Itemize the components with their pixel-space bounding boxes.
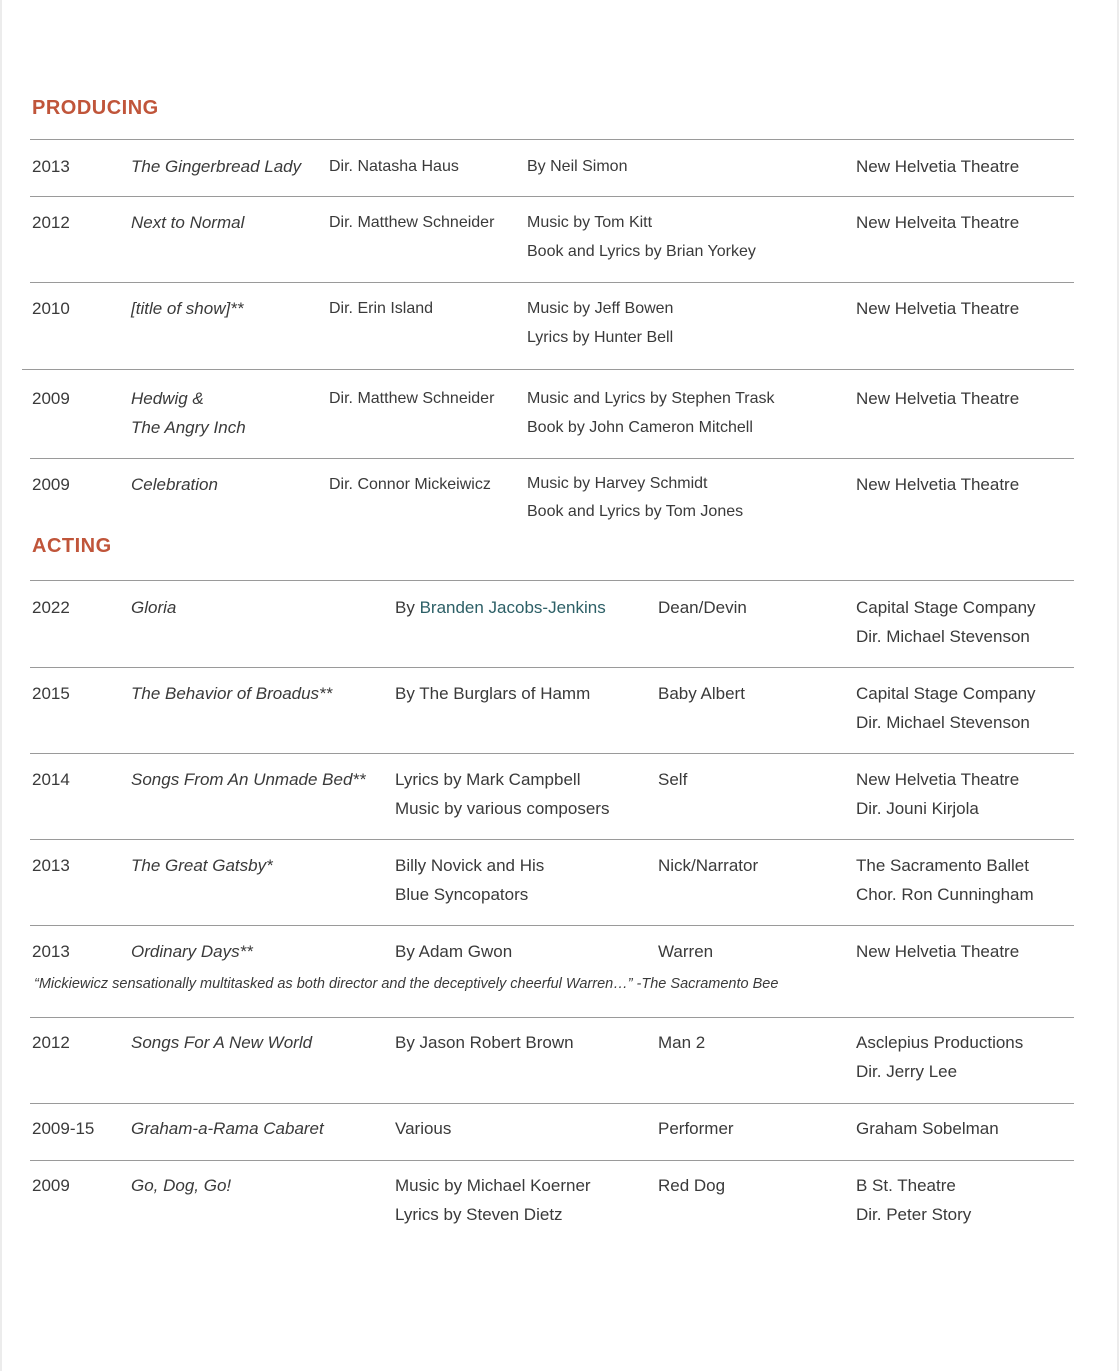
producing-credits: [527, 208, 756, 266]
acting-title: The Behavior of Broadus**: [131, 684, 333, 703]
acting-credits: By Jason Robert Brown: [395, 1033, 574, 1052]
acting-year: 2013: [32, 942, 70, 961]
acting-title: The Great Gatsby*: [131, 856, 273, 875]
producing-year: 2013: [32, 157, 70, 176]
producing-heading: PRODUCING: [32, 97, 159, 119]
credit-line: Billy Novick and His: [395, 856, 545, 875]
producing-title: [131, 384, 246, 442]
divider: [30, 667, 1074, 668]
acting-credits: [395, 1171, 591, 1229]
producing-title: [title of show]**: [131, 299, 244, 318]
producing-venue: New Helvetia Theatre: [856, 389, 1020, 408]
divider: [30, 753, 1074, 754]
credit-line: Lyrics by Hunter Bell: [527, 329, 674, 346]
acting-credits: By Adam Gwon: [395, 942, 513, 961]
acting-venue: New Helvetia Theatre: [856, 942, 1020, 961]
producing-title: Celebration: [131, 475, 218, 494]
acting-role: Nick/Narrator: [658, 856, 759, 875]
producing-year: 2009: [32, 389, 70, 408]
acting-role: Performer: [658, 1119, 734, 1138]
credit-line: Book and Lyrics by Brian Yorkey: [527, 243, 756, 260]
venue-line: Dir. Michael Stevenson: [856, 713, 1030, 732]
credit-line: Lyrics by Steven Dietz: [395, 1205, 563, 1224]
acting-venue: [856, 593, 1036, 651]
acting-credits: [395, 593, 606, 622]
credit-line: Lyrics by Mark Campbell: [395, 770, 581, 789]
divider: [22, 369, 1074, 370]
divider: [30, 282, 1074, 283]
acting-role: Man 2: [658, 1033, 706, 1052]
venue-line: Dir. Jerry Lee: [856, 1062, 958, 1081]
divider: [30, 925, 1074, 926]
producing-venue: New Helvetia Theatre: [856, 475, 1020, 494]
producing-year: 2010: [32, 299, 70, 318]
acting-role: Red Dog: [658, 1176, 726, 1195]
acting-credits: [395, 765, 609, 823]
acting-title: Go, Dog, Go!: [131, 1176, 232, 1195]
divider: [30, 1017, 1074, 1018]
producing-year: 2012: [32, 213, 70, 232]
title-line: Hedwig &: [131, 389, 204, 408]
acting-title: Ordinary Days**: [131, 942, 253, 961]
venue-line: B St. Theatre: [856, 1176, 956, 1195]
venue-line: The Sacramento Ballet: [856, 856, 1029, 875]
credit-line: Music by Jeff Bowen: [527, 300, 674, 317]
title-line: The Angry Inch: [131, 418, 246, 437]
divider: [30, 1103, 1074, 1104]
acting-venue: Graham Sobelman: [856, 1119, 999, 1138]
producing-venue: New Helvetia Theatre: [856, 157, 1020, 176]
acting-year: 2022: [32, 598, 70, 617]
credit-line: By Neil Simon: [527, 158, 628, 175]
acting-venue: [856, 679, 1036, 737]
producing-director: Dir. Erin Island: [329, 300, 434, 317]
acting-heading: ACTING: [32, 535, 112, 557]
acting-credits: Various: [395, 1119, 452, 1138]
divider: [30, 1160, 1074, 1161]
acting-title: Songs For A New World: [131, 1033, 313, 1052]
acting-title: Songs From An Unmade Bed**: [131, 770, 366, 789]
divider: [30, 196, 1074, 197]
venue-line: Capital Stage Company: [856, 598, 1036, 617]
venue-line: Capital Stage Company: [856, 684, 1036, 703]
press-quote: “Mickiewicz sensationally multitasked as both director and the deceptively cheerful Warren…” -The Sacramento Bee: [34, 976, 779, 992]
acting-venue: [856, 1028, 1023, 1086]
producing-title: The Gingerbread Lady: [131, 157, 302, 176]
venue-line: Asclepius Productions: [856, 1033, 1024, 1052]
venue-line: Dir. Michael Stevenson: [856, 627, 1030, 646]
credit-line: Music and Lyrics by Stephen Trask: [527, 390, 775, 407]
producing-credits: [527, 384, 775, 442]
producing-year: 2009: [32, 475, 70, 494]
divider: [30, 139, 1074, 140]
credit-line: Blue Syncopators: [395, 885, 529, 904]
acting-venue: [856, 765, 1019, 823]
producing-director: Dir. Natasha Haus: [329, 158, 459, 175]
acting-year: 2014: [32, 770, 70, 789]
producing-venue: New Helveita Theatre: [856, 213, 1020, 232]
credit-line: Book by John Cameron Mitchell: [527, 419, 753, 436]
divider: [30, 839, 1074, 840]
playwright-link[interactable]: Branden Jacobs-Jenkins: [419, 598, 606, 617]
acting-year: 2009-15: [32, 1119, 95, 1138]
acting-role: Warren: [658, 942, 714, 961]
acting-credits: [395, 851, 544, 909]
acting-role: Baby Albert: [658, 684, 745, 703]
producing-credits: [527, 470, 743, 526]
acting-role: Dean/Devin: [658, 598, 747, 617]
producing-venue: New Helvetia Theatre: [856, 299, 1020, 318]
credit-prefix: By: [395, 598, 420, 617]
acting-year: 2012: [32, 1033, 70, 1052]
page-edge-left: [0, 0, 2, 1371]
producing-director: Dir. Connor Mickeiwicz: [329, 476, 491, 493]
credit-line: Book and Lyrics by Tom Jones: [527, 503, 744, 520]
acting-year: 2015: [32, 684, 70, 703]
acting-venue: [856, 1171, 971, 1229]
producing-director: Dir. Matthew Schneider: [329, 214, 495, 231]
producing-title: Next to Normal: [131, 213, 245, 232]
venue-line: New Helvetia Theatre: [856, 770, 1020, 789]
producing-credits: [527, 294, 673, 352]
producing-credits: [527, 152, 627, 181]
credit-line: Music by Harvey Schmidt: [527, 475, 708, 492]
acting-title: Graham-a-Rama Cabaret: [131, 1119, 324, 1138]
acting-year: 2009: [32, 1176, 70, 1195]
producing-director: Dir. Matthew Schneider: [329, 390, 495, 407]
venue-line: Dir. Peter Story: [856, 1205, 972, 1224]
acting-credits: By The Burglars of Hamm: [395, 684, 591, 703]
venue-line: Chor. Ron Cunningham: [856, 885, 1034, 904]
acting-year: 2013: [32, 856, 70, 875]
divider: [30, 458, 1074, 459]
acting-title: Gloria: [131, 598, 177, 617]
venue-line: Dir. Jouni Kirjola: [856, 799, 979, 818]
credit-line: Music by various composers: [395, 799, 610, 818]
acting-role: Self: [658, 770, 688, 789]
divider: [30, 580, 1074, 581]
acting-venue: [856, 851, 1034, 909]
credit-line: Music by Tom Kitt: [527, 214, 653, 231]
credit-line: Music by Michael Koerner: [395, 1176, 591, 1195]
